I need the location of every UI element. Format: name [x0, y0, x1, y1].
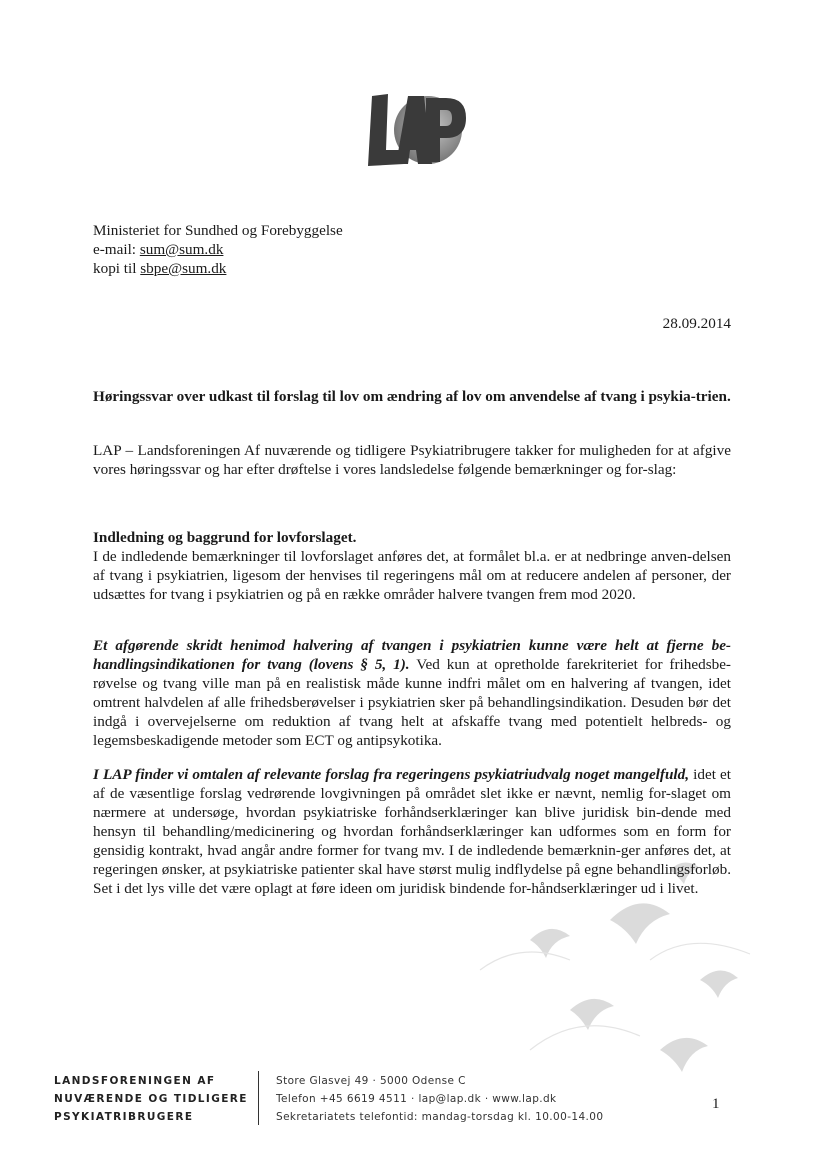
paragraph-tvang-emphasis: Et afgørende skridt henimod halvering af tvangen i psykiatrien kunne være helt at fjerne be-handlingsindikationen for tvang (lovens § 5, 1).: [93, 637, 731, 673]
paragraph-tvang: [93, 636, 731, 750]
footer-phone-email-web[interactable]: Telefon +45 6619 4511 · lap@lap.dk · www.lap.dk: [276, 1093, 557, 1105]
background-section: [93, 528, 731, 604]
paragraph-psykiatriudvalg: [93, 765, 731, 898]
paragraph-psykiatriudvalg-emphasis: I LAP finder vi omtalen af relevante forslag fra regeringens psykiatriudvalg noget mangelfuld,: [93, 766, 690, 783]
copy-email-link[interactable]: sbpe@sum.dk: [140, 260, 227, 277]
email-link[interactable]: sum@sum.dk: [139, 241, 224, 258]
footer-divider: [258, 1071, 259, 1125]
footer-organization: [54, 1072, 248, 1126]
intro-paragraph: [93, 441, 731, 479]
lap-logo: [366, 90, 472, 170]
footer-contact: [276, 1072, 603, 1126]
recipient-name: Ministeriet for Sundhed og Forebyggelse: [93, 222, 343, 239]
paragraph-tvang-text: Ved kun at opretholde farekriteriet for frihedsbe-røvelse og tvang ville man på en realistisk måde kunne indfri målet om en halvering af tvangen, idet omtrent halvdelen af alle frihedsberøvelser i psykiatrien sker på behandlingsindikation. Desuden bør det indgå i overvejelserne om reduktion af tvang helt at afskaffe tvang med potentielt helbreds- og legemsbeskadigende metoder som ECT og antipsykotika.: [93, 656, 731, 749]
section-text: I de indledende bemærkninger til lovforslaget anføres det, at formålet bl.a. er at nedbringe anven-delsen af tvang i psykiatrien, ligesom der henvises til regeringens mål om at reducere andelen af personer, der udsættes for tvang i psykiatrien og på en række områder halvere tvangen frem mod 2020.: [93, 548, 731, 603]
copy-label: kopi til: [93, 260, 137, 277]
intro-text: LAP – Landsforeningen Af nuværende og tidligere Psykiatribrugere takker for muligheden for at afgive vores høringssvar og har efter drøftelse i vores landsledelse følgende bemærkninger og for-slag:: [93, 442, 731, 478]
paragraph-tvang-body: [93, 636, 731, 750]
section-heading: Indledning og baggrund for lovforslaget.: [93, 529, 357, 546]
recipient-copy-line: [93, 259, 731, 278]
recipient-block: [93, 221, 731, 278]
footer-org-line-2: NUVÆRENDE OG TIDLIGERE: [54, 1093, 248, 1105]
paragraph-psykiatriudvalg-body: [93, 765, 731, 898]
recipient-email-line: [93, 240, 731, 259]
page-number: 1: [712, 1096, 720, 1112]
footer-org-line-3: PSYKIATRIBRUGERE: [54, 1111, 194, 1123]
lap-logo-graphic: [366, 90, 472, 170]
paragraph-psykiatriudvalg-text: idet et af de væsentlige forslag vedrørende lovgivningen på området slet ikke er nævnt, nemlig for-slaget om nærmere at undersøge, hvordan psykiatriske forhåndserklæringer kan blive juridisk bin-dende med hensyn til behandling/medicinering og hvordan forhåndserklæringer kan udformes som en form for gensidig kontrakt, hvad angår andre former for tvang mv. I de indledende bemærknin-ger anføres det, at regeringen ønsker, at psykiatriske patienter skal have størst mulig indflydelse på egne behandlingsforløb. Set i det lys ville det være oplagt at føre ideen om juridisk bindende for-håndserklæringer ud i livet.: [93, 766, 731, 897]
footer-address: Store Glasvej 49 · 5000 Odense C: [276, 1075, 466, 1087]
letter-date: 28.09.2014: [662, 315, 731, 332]
subject-text: Høringssvar over udkast til forslag til lov om ændring af lov om anvendelse af tvang i psykia-trien.: [93, 388, 731, 405]
subject-line: [93, 387, 731, 406]
logo-letters: [368, 94, 466, 166]
footer-hours: Sekretariatets telefontid: mandag-torsdag kl. 10.00-14.00: [276, 1111, 604, 1123]
email-label: e-mail:: [93, 241, 137, 258]
footer-org-line-1: LANDSFORENINGEN AF: [54, 1075, 216, 1087]
